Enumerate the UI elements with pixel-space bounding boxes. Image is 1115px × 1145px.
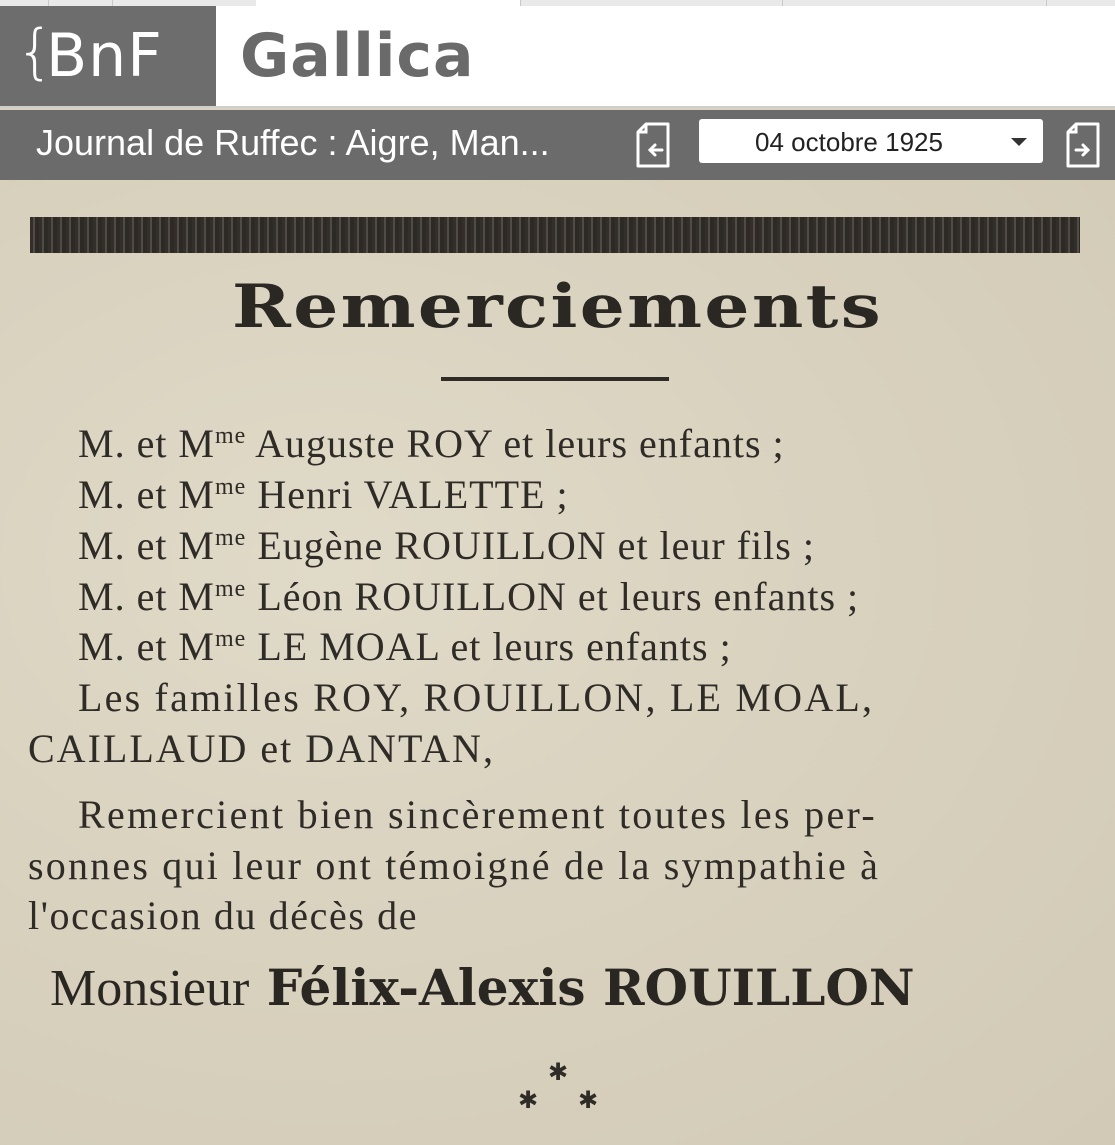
site-name[interactable]: Gallica (240, 21, 475, 91)
article-heading: Remerciements (232, 272, 883, 342)
logo-brace: { (16, 17, 56, 87)
document-toolbar (0, 110, 1115, 180)
body-line: Remercient bien sincèrement toutes les per- (78, 792, 877, 837)
families-line: Les familles ROY, ROUILLON, LE MOAL, (78, 675, 875, 720)
asterism-star-icon: ✱ (518, 1086, 539, 1114)
document-title: Journal de Ruffec : Aigre, Man... (36, 122, 550, 163)
asterism-star-icon: ✱ (578, 1086, 599, 1114)
issue-date-value: 04 octobre 1925 (755, 127, 943, 157)
previous-issue-button[interactable] (632, 120, 676, 170)
site-header (0, 6, 1115, 108)
article-line: M. et $M^{me}$ Eugène ROUILLON et leur fils ; (78, 523, 815, 568)
bnf-logo[interactable] (0, 6, 216, 106)
page-next-icon (1062, 120, 1106, 170)
next-issue-button[interactable] (1062, 120, 1106, 170)
article-line: M. et $M^{me}$ Léon ROUILLON et leurs enfants ; (78, 574, 860, 619)
logo-text: BnF (46, 21, 163, 91)
article-line: M. et $M^{me}$ Henri VALETTE ; (78, 472, 569, 517)
thick-rule-divider (30, 217, 1080, 253)
name-text: Félix-Alexis ROUILLON (266, 958, 915, 1017)
thin-rule-divider (441, 377, 669, 381)
issue-date-select[interactable] (699, 119, 1043, 163)
body-line: sonnes qui leur ont témoigné de la sympathie à (28, 843, 881, 888)
families-line: CAILLAUD et DANTAN, (28, 726, 495, 771)
deceased-name (50, 958, 915, 1018)
article-line: M. et $M^{me}$ Auguste ROY et leurs enfants ; (78, 421, 785, 466)
chevron-down-icon (1011, 138, 1027, 146)
body-line: l'occasion du décès de (28, 893, 419, 938)
asterism-star-icon: ✱ (548, 1058, 569, 1086)
name-prefix: Monsieur (50, 960, 250, 1017)
page-previous-icon (632, 120, 676, 170)
newspaper-page-viewer[interactable] (0, 180, 1115, 1145)
article-line: M. et $M^{me}$ LE MOAL et leurs enfants ; (78, 624, 732, 669)
